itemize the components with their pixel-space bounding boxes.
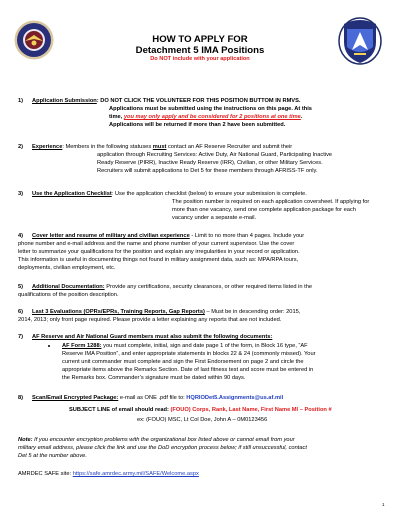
two-position-limit: you may only apply and be considered for 2 positions at one time bbox=[123, 114, 301, 120]
section-1-heading: Application Submission bbox=[32, 98, 97, 104]
bullet-icon bbox=[48, 345, 50, 347]
page-subtitle: Detachment 5 IMA Positions bbox=[135, 45, 265, 56]
section-4-line: This information is useful in documenting things not found in military assignment data, such as: MPA/RPA tours, bbox=[18, 257, 299, 263]
section-2-heading: Experience bbox=[32, 144, 63, 150]
safe-site-line bbox=[18, 470, 199, 478]
section-2-line: Recruiters will submit applications to Det 5 for these members through AFRISS-TF only. bbox=[97, 168, 318, 174]
section-2-line: application through Recruiting Services: Active Duty, Air National Guard, Participating Inactive bbox=[97, 152, 333, 158]
safe-site-label: AMRDEC SAFE site: bbox=[18, 471, 73, 477]
assignments-email-link[interactable]: HQRIODet5.Assignments@us.af.mil bbox=[186, 395, 284, 401]
section-7-heading: AF Reserve and Air National Guard members must also submit the following documents: bbox=[32, 334, 273, 340]
section-number: 5) bbox=[18, 284, 24, 290]
safe-site-link[interactable]: https://safe.amrdec.army.mil/SAFE/Welcome.aspx bbox=[72, 471, 199, 477]
section-2-line: Experience: Members in the following statuses must contact an AF Reserve Recruiter and submit their bbox=[32, 144, 293, 150]
section-number: 6) bbox=[18, 309, 24, 315]
section-5-heading: Additional Documentation: bbox=[32, 284, 105, 290]
section-3-heading: Use the Application Checklist bbox=[32, 191, 112, 197]
section-number: 1) bbox=[18, 98, 24, 104]
section-number: 8) bbox=[18, 395, 24, 401]
page-number: 1 bbox=[382, 502, 385, 507]
section-4-heading: Cover letter and resume of military and civilian experience bbox=[32, 233, 190, 239]
section-7-line: the Remarks box. Commander’s signature must be dated within 90 days. bbox=[62, 375, 246, 381]
section-2-line: Ready Reserve (PIRR), Inactive Ready Reserve (IRR), Civilian, or other Military Services. bbox=[97, 160, 323, 166]
section-number: 4) bbox=[18, 233, 24, 239]
section-8-heading: Scan/Email Encrypted Package: bbox=[32, 395, 119, 401]
section-6-line: Last 3 Evaluations (OPRs/EPRs, Training Reports, Gap Reports) – Must be in descending order: 2015, bbox=[32, 309, 301, 315]
section-1-line: time, you may only apply and be considered for 2 positions at one time. bbox=[109, 114, 303, 120]
section-7-line: appropriate items above the Remarks Section. Date of last fitness test and score must be entered in bbox=[62, 367, 314, 373]
note-line: Det 5 at the number above. bbox=[18, 453, 87, 459]
section-4-line: Cover letter and resume of military and civilian experience - Limit to no more than 4 pages. Include your bbox=[32, 233, 305, 239]
section-3-line: vacancy under a separate e-mail. bbox=[172, 215, 257, 221]
section-3-line: The position number is required on each application coversheet. If applying for bbox=[172, 199, 370, 205]
section-4-line: deployments, civilian employment, etc. bbox=[18, 265, 116, 271]
section-1-line: Applications will be returned if more than 2 have been submitted. bbox=[109, 122, 286, 128]
section-7-line: AF Form 1288: you must complete, initial, sign and date page 1 of the form, in Block 16 type, “AF bbox=[62, 343, 308, 349]
section-1-line: Application Submission: DO NOT CLICK THE VOLUNTEER FOR THIS POSITION BUTTOM IN RMVS. bbox=[32, 98, 301, 104]
section-8-line: Scan/Email Encrypted Package: e-mail as ONE .pdf file to: HQRIODet5.Assignments@us.af.mil bbox=[32, 395, 284, 401]
header-warning: Do NOT include with your application bbox=[150, 56, 250, 62]
note-label: Note: bbox=[18, 437, 33, 443]
subject-line-example: ex: (FOUO) MSC, Lt Col Doe, John A – 0M0123456 bbox=[137, 417, 268, 423]
page-title: HOW TO APPLY FOR bbox=[152, 34, 248, 45]
section-7-line: current unit commander must complete and sign the First Endorsement on page 2 and circle the bbox=[62, 359, 304, 365]
section-3-line: more than one vacancy, send one complete application package for each bbox=[172, 207, 356, 213]
subject-line-instruction: SUBJECT LINE of email should read: (FOUO) Corps, Rank, Last Name, First Name MI – Position # bbox=[69, 407, 332, 413]
af-form-1288-label: AF Form 1288: bbox=[62, 343, 102, 349]
note-line: military email address, please click the link and use the DoD encryption process below; if still unsuccessful, contact bbox=[18, 445, 307, 451]
section-6-line: 2014, 2013; only front page required. Please provide a letter explaining any reports that are not included. bbox=[18, 317, 282, 323]
section-number: 3) bbox=[18, 191, 24, 197]
section-7-line: Reserve IMA Position”, and enter appropriate statements in blocks 22 & 24 (commonly missed). Your bbox=[62, 351, 316, 357]
section-number: 2) bbox=[18, 144, 24, 150]
section-1-line: Applications must be submitted using the instructions on this page. At this bbox=[109, 106, 312, 112]
section-5-line: Additional Documentation: Provide any certifications, security clearances, or other required items listed in the bbox=[32, 284, 313, 290]
note-line: Note: If you encounter encryption problems with the organizational box listed above or cannot email from your bbox=[18, 437, 295, 443]
section-6-heading: Last 3 Evaluations (OPRs/EPRs, Training Reports, Gap Reports) bbox=[32, 309, 205, 315]
subject-line-format: (FOUO) Corps, Rank, Last Name, First Name MI – Position # bbox=[170, 407, 332, 413]
section-number: 7) bbox=[18, 334, 24, 340]
section-4-line: letter to summarize your qualifications for the position and explain any irregularities in your record or application. bbox=[18, 249, 300, 255]
section-3-line: Use the Application Checklist: Use the application checklist (below) to ensure your submission is complete. bbox=[32, 191, 307, 197]
section-4-line: phone number and e-mail address and the name and phone number of your current supervisor. Use the cover bbox=[18, 241, 295, 247]
section-5-line: qualifications of the position description. bbox=[18, 292, 119, 298]
